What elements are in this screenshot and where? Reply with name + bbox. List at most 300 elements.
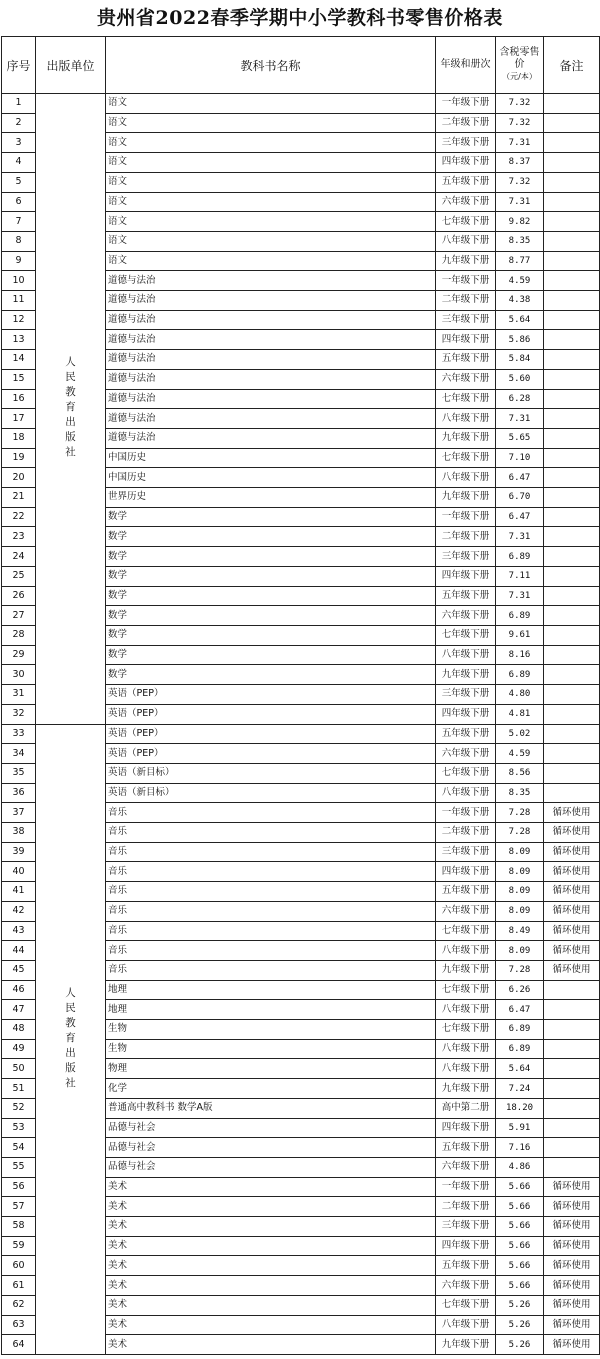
row-number: 25 — [2, 566, 36, 586]
row-number: 42 — [2, 901, 36, 921]
grade-volume: 三年级下册 — [436, 1217, 496, 1237]
row-number: 49 — [2, 1039, 36, 1059]
remark — [544, 448, 600, 468]
grade-volume: 六年级下册 — [436, 192, 496, 212]
grade-volume: 八年级下册 — [436, 231, 496, 251]
grade-volume: 七年级下册 — [436, 448, 496, 468]
grade-volume: 四年级下册 — [436, 566, 496, 586]
remark: 循环使用 — [544, 1295, 600, 1315]
textbook-name: 品德与社会 — [106, 1138, 436, 1158]
row-number: 50 — [2, 1059, 36, 1079]
grade-volume: 五年级下册 — [436, 724, 496, 744]
retail-price: 5.66 — [496, 1217, 544, 1237]
row-number: 3 — [2, 133, 36, 153]
retail-price: 7.28 — [496, 803, 544, 823]
header-price — [496, 37, 544, 94]
remark — [544, 94, 600, 114]
remark — [544, 350, 600, 370]
grade-volume: 八年级下册 — [436, 409, 496, 429]
row-number: 2 — [2, 113, 36, 133]
remark — [544, 192, 600, 212]
header-price-label: 含税零售价 — [499, 47, 540, 70]
publisher-label: 人民教育出版社 — [65, 356, 76, 459]
remark: 循环使用 — [544, 901, 600, 921]
textbook-name: 美术 — [106, 1197, 436, 1217]
row-number: 39 — [2, 842, 36, 862]
retail-price: 4.38 — [496, 291, 544, 311]
textbook-name: 道德与法治 — [106, 271, 436, 291]
grade-volume: 一年级下册 — [436, 507, 496, 527]
row-number: 13 — [2, 330, 36, 350]
row-number: 52 — [2, 1098, 36, 1118]
row-number: 38 — [2, 823, 36, 843]
remark: 循环使用 — [544, 1217, 600, 1237]
retail-price: 7.32 — [496, 113, 544, 133]
textbook-name: 音乐 — [106, 921, 436, 941]
grade-volume: 九年级下册 — [436, 488, 496, 508]
textbook-name: 道德与法治 — [106, 291, 436, 311]
retail-price: 6.89 — [496, 606, 544, 626]
row-number: 26 — [2, 586, 36, 606]
textbook-name: 品德与社会 — [106, 1118, 436, 1138]
retail-price: 5.02 — [496, 724, 544, 744]
grade-volume: 四年级下册 — [436, 330, 496, 350]
textbook-name: 美术 — [106, 1177, 436, 1197]
remark: 循环使用 — [544, 1256, 600, 1276]
retail-price: 8.09 — [496, 941, 544, 961]
textbook-name: 英语（PEP） — [106, 685, 436, 705]
remark: 循环使用 — [544, 803, 600, 823]
retail-price: 5.26 — [496, 1315, 544, 1335]
remark — [544, 389, 600, 409]
retail-price: 6.89 — [496, 547, 544, 567]
textbook-name: 生物 — [106, 1039, 436, 1059]
textbook-name: 语文 — [106, 172, 436, 192]
publisher-cell — [36, 94, 106, 725]
retail-price: 7.28 — [496, 960, 544, 980]
textbook-name: 道德与法治 — [106, 310, 436, 330]
row-number: 57 — [2, 1197, 36, 1217]
textbook-name: 语文 — [106, 113, 436, 133]
grade-volume: 高中第二册 — [436, 1098, 496, 1118]
row-number: 35 — [2, 763, 36, 783]
remark — [544, 1059, 600, 1079]
grade-volume: 五年级下册 — [436, 172, 496, 192]
grade-volume: 七年级下册 — [436, 212, 496, 232]
row-number: 9 — [2, 251, 36, 271]
retail-price: 7.31 — [496, 409, 544, 429]
grade-volume: 四年级下册 — [436, 153, 496, 173]
remark — [544, 1079, 600, 1099]
textbook-name: 数学 — [106, 527, 436, 547]
publisher-label: 人民教育出版社 — [65, 986, 76, 1089]
remark — [544, 428, 600, 448]
table-row — [2, 94, 600, 114]
retail-price: 6.47 — [496, 468, 544, 488]
retail-price: 7.11 — [496, 566, 544, 586]
retail-price: 18.20 — [496, 1098, 544, 1118]
grade-volume: 一年级下册 — [436, 1177, 496, 1197]
remark — [544, 645, 600, 665]
grade-volume: 八年级下册 — [436, 468, 496, 488]
grade-volume: 八年级下册 — [436, 783, 496, 803]
header-no: 序号 — [2, 37, 36, 94]
grade-volume: 一年级下册 — [436, 94, 496, 114]
textbook-name: 美术 — [106, 1256, 436, 1276]
textbook-name: 音乐 — [106, 901, 436, 921]
textbook-name: 道德与法治 — [106, 330, 436, 350]
remark — [544, 625, 600, 645]
row-number: 36 — [2, 783, 36, 803]
retail-price: 5.64 — [496, 310, 544, 330]
remark — [544, 783, 600, 803]
remark — [544, 507, 600, 527]
textbook-name: 美术 — [106, 1236, 436, 1256]
header-name: 教科书名称 — [106, 37, 436, 94]
textbook-name: 语文 — [106, 192, 436, 212]
textbook-name: 语文 — [106, 133, 436, 153]
header-grade: 年级和册次 — [436, 37, 496, 94]
retail-price: 9.82 — [496, 212, 544, 232]
retail-price: 5.60 — [496, 369, 544, 389]
retail-price: 8.35 — [496, 231, 544, 251]
textbook-name: 英语（新目标） — [106, 783, 436, 803]
grade-volume: 九年级下册 — [436, 960, 496, 980]
row-number: 6 — [2, 192, 36, 212]
row-number: 17 — [2, 409, 36, 429]
row-number: 24 — [2, 547, 36, 567]
textbook-name: 数学 — [106, 625, 436, 645]
row-number: 18 — [2, 428, 36, 448]
textbook-name: 语文 — [106, 212, 436, 232]
row-number: 15 — [2, 369, 36, 389]
textbook-name: 美术 — [106, 1315, 436, 1335]
retail-price: 5.26 — [496, 1295, 544, 1315]
textbook-name: 英语（PEP） — [106, 744, 436, 764]
grade-volume: 六年级下册 — [436, 744, 496, 764]
table-body — [2, 94, 600, 1355]
retail-price: 6.28 — [496, 389, 544, 409]
textbook-name: 语文 — [106, 153, 436, 173]
grade-volume: 三年级下册 — [436, 685, 496, 705]
textbook-name: 语文 — [106, 251, 436, 271]
remark: 循环使用 — [544, 882, 600, 902]
textbook-name: 数学 — [106, 547, 436, 567]
textbook-name: 品德与社会 — [106, 1157, 436, 1177]
row-number: 37 — [2, 803, 36, 823]
table-row — [2, 724, 600, 744]
remark: 循环使用 — [544, 941, 600, 961]
row-number: 19 — [2, 448, 36, 468]
row-number: 61 — [2, 1276, 36, 1296]
publisher-cell — [36, 724, 106, 1355]
remark: 循环使用 — [544, 1177, 600, 1197]
grade-volume: 七年级下册 — [436, 1295, 496, 1315]
remark: 循环使用 — [544, 921, 600, 941]
grade-volume: 九年级下册 — [436, 428, 496, 448]
row-number: 62 — [2, 1295, 36, 1315]
row-number: 32 — [2, 704, 36, 724]
retail-price: 4.86 — [496, 1157, 544, 1177]
retail-price: 8.09 — [496, 882, 544, 902]
grade-volume: 六年级下册 — [436, 606, 496, 626]
remark — [544, 231, 600, 251]
retail-price: 5.66 — [496, 1177, 544, 1197]
remark — [544, 212, 600, 232]
retail-price: 6.47 — [496, 1000, 544, 1020]
retail-price: 5.86 — [496, 330, 544, 350]
textbook-name: 数学 — [106, 645, 436, 665]
retail-price: 8.09 — [496, 862, 544, 882]
grade-volume: 二年级下册 — [436, 1197, 496, 1217]
row-number: 40 — [2, 862, 36, 882]
remark: 循环使用 — [544, 1315, 600, 1335]
row-number: 1 — [2, 94, 36, 114]
grade-volume: 三年级下册 — [436, 842, 496, 862]
grade-volume: 六年级下册 — [436, 369, 496, 389]
grade-volume: 二年级下册 — [436, 113, 496, 133]
textbook-name: 音乐 — [106, 960, 436, 980]
retail-price: 5.66 — [496, 1197, 544, 1217]
textbook-name: 数学 — [106, 586, 436, 606]
retail-price: 6.89 — [496, 665, 544, 685]
retail-price: 8.77 — [496, 251, 544, 271]
retail-price: 7.32 — [496, 172, 544, 192]
remark — [544, 369, 600, 389]
retail-price: 7.32 — [496, 94, 544, 114]
retail-price: 5.66 — [496, 1276, 544, 1296]
grade-volume: 八年级下册 — [436, 1039, 496, 1059]
textbook-name: 音乐 — [106, 941, 436, 961]
grade-volume: 二年级下册 — [436, 291, 496, 311]
grade-volume: 四年级下册 — [436, 1236, 496, 1256]
remark — [544, 606, 600, 626]
grade-volume: 六年级下册 — [436, 1157, 496, 1177]
remark — [544, 980, 600, 1000]
retail-price: 6.26 — [496, 980, 544, 1000]
retail-price: 7.31 — [496, 192, 544, 212]
remark — [544, 547, 600, 567]
retail-price: 5.66 — [496, 1236, 544, 1256]
row-number: 59 — [2, 1236, 36, 1256]
grade-volume: 九年级下册 — [436, 1079, 496, 1099]
retail-price: 6.89 — [496, 1020, 544, 1040]
retail-price: 7.31 — [496, 527, 544, 547]
row-number: 47 — [2, 1000, 36, 1020]
row-number: 41 — [2, 882, 36, 902]
remark — [544, 153, 600, 173]
row-number: 8 — [2, 231, 36, 251]
textbook-name: 物理 — [106, 1059, 436, 1079]
retail-price: 6.89 — [496, 1039, 544, 1059]
retail-price: 8.09 — [496, 842, 544, 862]
table-header — [2, 37, 600, 94]
remark: 循环使用 — [544, 1197, 600, 1217]
retail-price: 6.47 — [496, 507, 544, 527]
row-number: 27 — [2, 606, 36, 626]
textbook-name: 英语（PEP） — [106, 724, 436, 744]
page-title: 贵州省2022春季学期中小学教科书零售价格表 — [97, 7, 503, 29]
textbook-name: 生物 — [106, 1020, 436, 1040]
retail-price: 4.59 — [496, 744, 544, 764]
retail-price: 7.31 — [496, 133, 544, 153]
textbook-name: 语文 — [106, 94, 436, 114]
retail-price: 4.80 — [496, 685, 544, 705]
textbook-name: 化学 — [106, 1079, 436, 1099]
textbook-name: 音乐 — [106, 842, 436, 862]
row-number: 63 — [2, 1315, 36, 1335]
retail-price: 7.16 — [496, 1138, 544, 1158]
remark — [544, 704, 600, 724]
retail-price: 8.49 — [496, 921, 544, 941]
row-number: 45 — [2, 960, 36, 980]
remark — [544, 271, 600, 291]
retail-price: 7.24 — [496, 1079, 544, 1099]
grade-volume: 一年级下册 — [436, 803, 496, 823]
grade-volume: 五年级下册 — [436, 586, 496, 606]
row-number: 53 — [2, 1118, 36, 1138]
row-number: 11 — [2, 291, 36, 311]
textbook-name: 英语（PEP） — [106, 704, 436, 724]
remark — [544, 527, 600, 547]
remark — [544, 409, 600, 429]
row-number: 14 — [2, 350, 36, 370]
retail-price: 5.91 — [496, 1118, 544, 1138]
grade-volume: 九年级下册 — [436, 665, 496, 685]
textbook-name: 数学 — [106, 566, 436, 586]
grade-volume: 六年级下册 — [436, 1276, 496, 1296]
row-number: 7 — [2, 212, 36, 232]
row-number: 46 — [2, 980, 36, 1000]
textbook-name: 道德与法治 — [106, 350, 436, 370]
grade-volume: 三年级下册 — [436, 310, 496, 330]
grade-volume: 八年级下册 — [436, 1059, 496, 1079]
remark — [544, 1138, 600, 1158]
remark — [544, 763, 600, 783]
remark — [544, 310, 600, 330]
row-number: 31 — [2, 685, 36, 705]
textbook-name: 地理 — [106, 980, 436, 1000]
remark — [544, 1039, 600, 1059]
textbook-name: 音乐 — [106, 882, 436, 902]
retail-price: 6.70 — [496, 488, 544, 508]
header-publisher: 出版单位 — [36, 37, 106, 94]
retail-price: 5.66 — [496, 1256, 544, 1276]
grade-volume: 八年级下册 — [436, 1315, 496, 1335]
textbook-name: 音乐 — [106, 862, 436, 882]
grade-volume: 九年级下册 — [436, 251, 496, 271]
grade-volume: 七年级下册 — [436, 389, 496, 409]
remark: 循环使用 — [544, 862, 600, 882]
retail-price: 8.09 — [496, 901, 544, 921]
textbook-name: 中国历史 — [106, 468, 436, 488]
textbook-name: 中国历史 — [106, 448, 436, 468]
grade-volume: 五年级下册 — [436, 1138, 496, 1158]
remark — [544, 1098, 600, 1118]
textbook-name: 美术 — [106, 1335, 436, 1355]
row-number: 10 — [2, 271, 36, 291]
price-table — [1, 36, 600, 1355]
grade-volume: 四年级下册 — [436, 704, 496, 724]
grade-volume: 五年级下册 — [436, 882, 496, 902]
grade-volume: 四年级下册 — [436, 1118, 496, 1138]
textbook-name: 美术 — [106, 1217, 436, 1237]
remark — [544, 468, 600, 488]
row-number: 58 — [2, 1217, 36, 1237]
textbook-name: 道德与法治 — [106, 369, 436, 389]
header-note: 备注 — [544, 37, 600, 94]
grade-volume: 七年级下册 — [436, 1020, 496, 1040]
row-number: 20 — [2, 468, 36, 488]
row-number: 21 — [2, 488, 36, 508]
remark — [544, 291, 600, 311]
textbook-name: 地理 — [106, 1000, 436, 1020]
grade-volume: 三年级下册 — [436, 133, 496, 153]
grade-volume: 五年级下册 — [436, 350, 496, 370]
row-number: 23 — [2, 527, 36, 547]
remark: 循环使用 — [544, 823, 600, 843]
textbook-name: 数学 — [106, 606, 436, 626]
remark — [544, 665, 600, 685]
retail-price: 4.59 — [496, 271, 544, 291]
textbook-name: 道德与法治 — [106, 389, 436, 409]
grade-volume: 五年级下册 — [436, 1256, 496, 1276]
row-number: 43 — [2, 921, 36, 941]
row-number: 34 — [2, 744, 36, 764]
remark — [544, 586, 600, 606]
retail-price: 8.16 — [496, 645, 544, 665]
remark — [544, 566, 600, 586]
retail-price: 7.31 — [496, 586, 544, 606]
remark — [544, 251, 600, 271]
textbook-name: 道德与法治 — [106, 409, 436, 429]
textbook-name: 美术 — [106, 1295, 436, 1315]
retail-price: 7.10 — [496, 448, 544, 468]
retail-price: 8.56 — [496, 763, 544, 783]
grade-volume: 八年级下册 — [436, 941, 496, 961]
row-number: 51 — [2, 1079, 36, 1099]
textbook-name: 普通高中教科书 数学A版 — [106, 1098, 436, 1118]
grade-volume: 八年级下册 — [436, 645, 496, 665]
remark — [544, 488, 600, 508]
remark: 循环使用 — [544, 842, 600, 862]
remark — [544, 172, 600, 192]
remark — [544, 1020, 600, 1040]
retail-price: 5.26 — [496, 1335, 544, 1355]
textbook-name: 世界历史 — [106, 488, 436, 508]
retail-price: 8.37 — [496, 153, 544, 173]
grade-volume: 八年级下册 — [436, 1000, 496, 1020]
textbook-name: 语文 — [106, 231, 436, 251]
remark — [544, 744, 600, 764]
grade-volume: 九年级下册 — [436, 1335, 496, 1355]
remark: 循环使用 — [544, 1276, 600, 1296]
row-number: 22 — [2, 507, 36, 527]
remark — [544, 724, 600, 744]
retail-price: 4.81 — [496, 704, 544, 724]
remark — [544, 330, 600, 350]
row-number: 44 — [2, 941, 36, 961]
row-number: 33 — [2, 724, 36, 744]
grade-volume: 一年级下册 — [436, 271, 496, 291]
header-price-unit: （元/本） — [502, 72, 537, 81]
row-number: 5 — [2, 172, 36, 192]
row-number: 30 — [2, 665, 36, 685]
row-number: 12 — [2, 310, 36, 330]
row-number: 29 — [2, 645, 36, 665]
textbook-name: 音乐 — [106, 823, 436, 843]
remark: 循环使用 — [544, 1236, 600, 1256]
